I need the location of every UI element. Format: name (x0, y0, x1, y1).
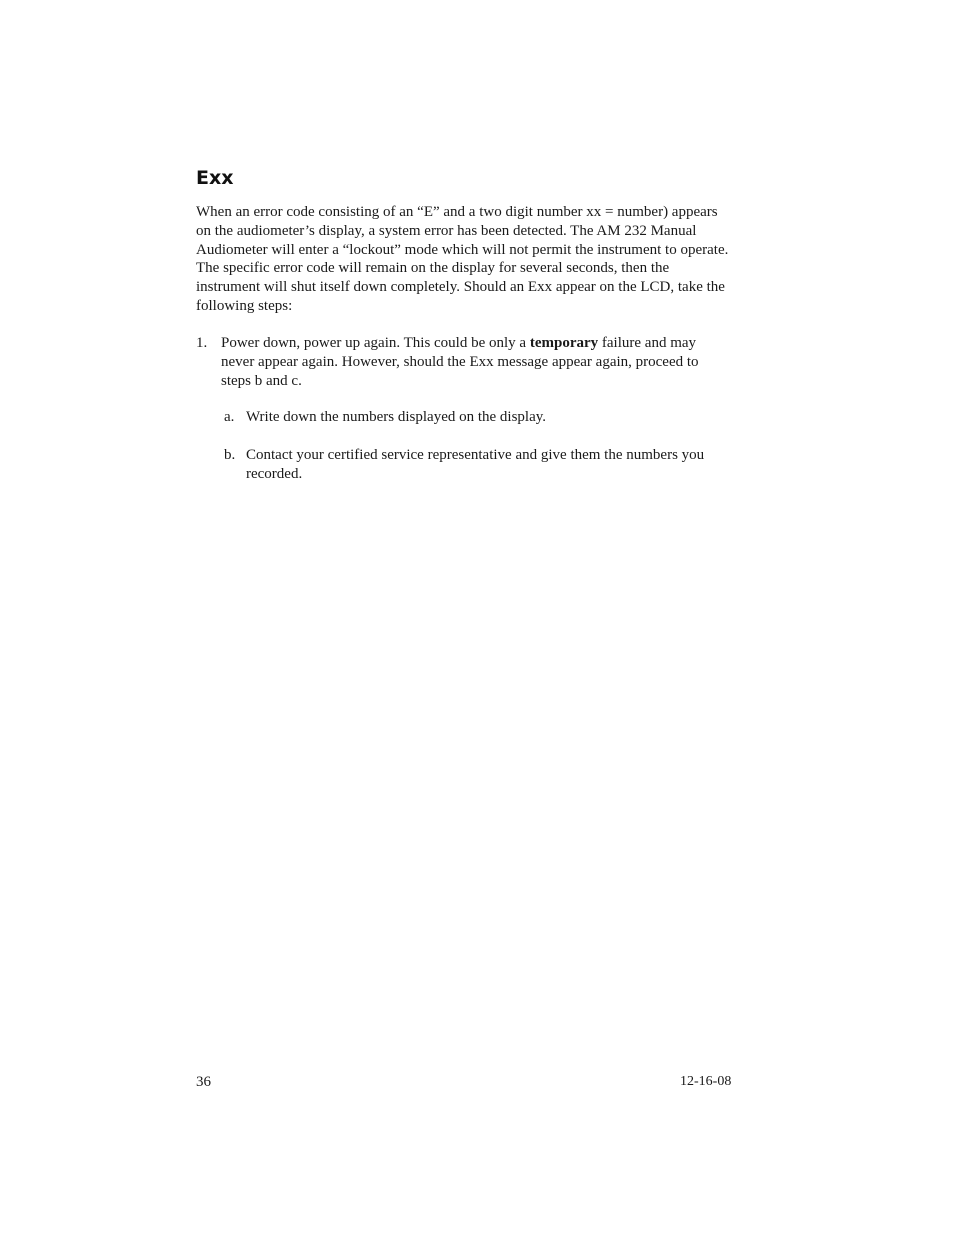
substep-text: Write down the numbers displayed on the display. (246, 409, 547, 425)
revision-date: 12-16-08 (680, 1074, 732, 1089)
step-number: 1. (196, 335, 208, 351)
section-heading: Exx (196, 167, 234, 189)
step-text-after: failure and may never appear again. However, should the Exx message appear again, proceed to steps b and c. (221, 335, 699, 389)
step-item (196, 334, 731, 390)
intro-paragraph: When an error code consisting of an “E” and a two digit number xx = number) appears on the audiometer’s display, a system error has been detected. The AM 232 Manual Audiometer will enter a “lockout” mode which will not permit the instrument to operate. The specific error code will remain on the display for several seconds, then the instrument will shut itself down completely. Should an Exx appear on the LCD, take the following steps: (196, 204, 729, 314)
substep-text: Contact your certified service representative and give them the numbers you recorded. (246, 447, 705, 482)
substep-letter: b. (224, 447, 236, 463)
substep-item (224, 446, 734, 484)
substep-letter: a. (224, 409, 235, 425)
substep-item (224, 408, 734, 427)
page-number: 36 (196, 1074, 211, 1090)
step-text (221, 334, 731, 390)
step-text-before: Power down, power up again. This could be only a (221, 335, 530, 351)
step-emphasis: temporary (529, 335, 599, 351)
